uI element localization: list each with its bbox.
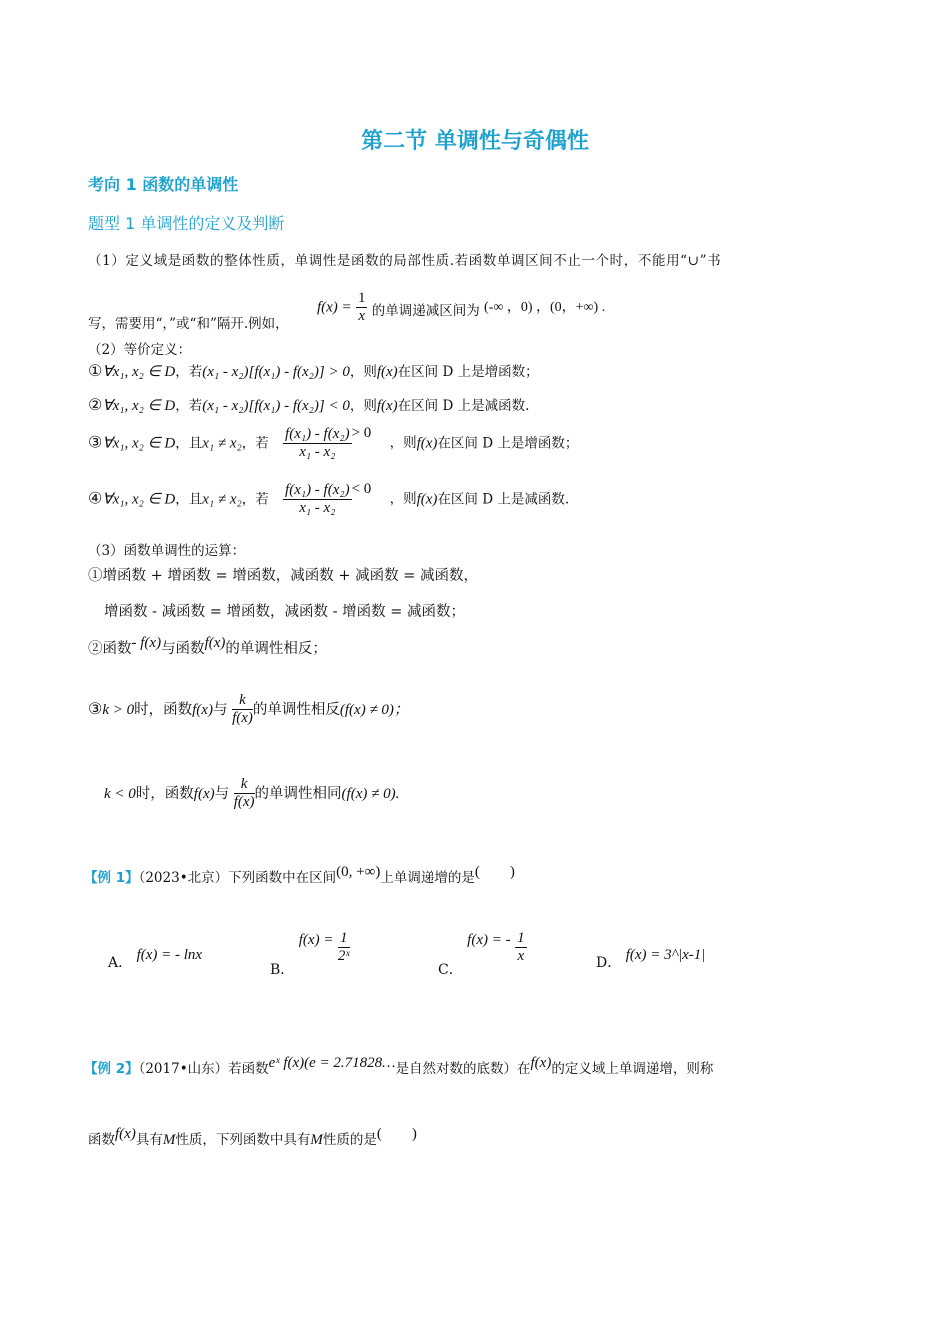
- fx: f(x): [416, 435, 438, 452]
- ex2-text3: 的定义域上单调递增，则称: [551, 1061, 714, 1077]
- option-c-label: C．: [438, 961, 463, 978]
- expr: (x₁ - x₂)[f(x₁) - f(x₂)] > 0: [202, 364, 350, 380]
- option-c-lhs: f(x) = -: [467, 931, 511, 948]
- l4d: 的单调性相反: [252, 701, 340, 718]
- option-d-label: D．: [596, 955, 622, 971]
- neg-fx: - f(x): [131, 635, 162, 651]
- ex2-text1: （2017•山东）若函数: [138, 1061, 269, 1077]
- mark-2: ②: [88, 395, 103, 414]
- option-a-label: A．: [108, 955, 133, 971]
- example-1: [84, 866, 515, 887]
- option-c[interactable]: [438, 930, 527, 978]
- l5d: 的单调性相同: [254, 785, 342, 802]
- den: x₁ - x₂: [299, 500, 336, 517]
- k-lt-0: k < 0: [104, 785, 136, 802]
- diff-quotient: [283, 482, 352, 518]
- rel: > 0: [351, 425, 372, 442]
- option-d-expr: f(x) = 3^|x-1|: [625, 947, 706, 963]
- ex1-interval: (0, +∞): [336, 864, 381, 880]
- section-heading: 考向 1 函数的单调性: [88, 175, 239, 194]
- ex2-text2: 是自然对数的底数）在: [395, 1061, 531, 1077]
- p1-line1: （1）定义域是函数的整体性质，单调性是函数的局部性质.若函数单调区间不止一个时，不能用“∪”书: [88, 253, 722, 269]
- l3b: 与函数: [161, 641, 205, 657]
- then: ，则: [349, 364, 377, 380]
- def-row-4: [88, 482, 569, 518]
- M: M: [310, 1132, 323, 1148]
- example-1-tag: 【例 1】: [84, 870, 139, 886]
- option-b-frac: [338, 930, 350, 966]
- example-2-tag: 【例 2】: [84, 1061, 139, 1077]
- fx: f(x): [530, 1055, 552, 1071]
- num: f(x₁) - f(x₂): [283, 426, 352, 444]
- and: ，且: [175, 435, 203, 452]
- l4b: 时，函数: [134, 701, 193, 718]
- option-a[interactable]: [108, 944, 203, 971]
- p1-line2-c: (-∞ ，0) ，(0，+∞) .: [484, 300, 606, 316]
- num: k: [232, 692, 253, 710]
- k-gt-0: k > 0: [102, 701, 135, 718]
- p2-head: （2）等价定义：: [88, 342, 192, 358]
- mark-4: ④: [88, 488, 103, 508]
- def-row-2: [88, 394, 529, 415]
- l3a: ②函数: [88, 641, 132, 657]
- l4e: (f(x) ≠ 0)；: [339, 701, 409, 718]
- if: ，若: [241, 435, 269, 452]
- then: ，则: [389, 491, 417, 508]
- p1-line2: [88, 290, 606, 333]
- then: ，则: [349, 398, 377, 414]
- num: k: [234, 776, 255, 794]
- p3-line1: ①增函数 + 增函数 = 增函数，减函数 + 减函数 = 减函数，: [88, 568, 478, 584]
- ex1-text2: 上单调递增的是: [380, 870, 475, 886]
- fx: f(x): [376, 364, 398, 380]
- option-c-frac: [515, 930, 527, 966]
- fx: f(x) =: [316, 299, 352, 316]
- expr: (x₁ - x₂)[f(x₁) - f(x₂)] < 0: [202, 398, 350, 414]
- p1-line2-a: 写，需要用“，”或“和”隔开.例如，: [88, 316, 289, 333]
- concl: 在区间 D 上是增函数；: [437, 435, 579, 452]
- example-2-line1: [84, 1057, 713, 1078]
- den: x: [517, 948, 525, 965]
- if: ，若: [175, 398, 203, 414]
- concl: 在区间 D 上是减函数.: [437, 491, 570, 508]
- cond: ∀x₁, x₂ ∈ D: [102, 491, 176, 508]
- page-title: 第二节 单调性与奇偶性: [361, 129, 589, 154]
- p3-line5: [104, 776, 399, 812]
- den: x₁ - x₂: [299, 444, 336, 461]
- p1-line2-b: 的单调递减区间为: [371, 303, 480, 320]
- M: M: [162, 1132, 176, 1148]
- l3c: 的单调性相反；: [225, 641, 327, 657]
- example-fraction: [317, 290, 367, 326]
- concl: 在区间 D 上是减函数.: [397, 398, 530, 414]
- num: 1: [515, 930, 527, 948]
- fx: f(x): [376, 398, 398, 414]
- fx: f(x): [204, 635, 226, 651]
- ex2-text5: 具有: [135, 1132, 163, 1148]
- fx: f(x): [416, 491, 438, 508]
- num: 1: [338, 930, 350, 948]
- example-2-line2: [88, 1128, 417, 1149]
- mark-1: ①: [88, 361, 103, 380]
- def-row-1: [88, 360, 539, 381]
- neq: x₁ ≠ x₂: [202, 435, 242, 452]
- den: 2ˣ: [337, 948, 350, 965]
- ex2-text4: 函数: [88, 1132, 115, 1148]
- p3-line2: 增函数 - 减函数 = 增函数，减函数 - 增函数 = 减函数；: [104, 604, 465, 620]
- ex1-paren: ( ): [474, 864, 515, 880]
- cond: ∀x₁, x₂ ∈ D: [102, 398, 176, 414]
- ex2-expr: eˣ f(x)(e = 2.71828…: [268, 1055, 396, 1071]
- mark-3: ③: [88, 432, 103, 452]
- ex2-text7: 性质的是: [322, 1132, 377, 1148]
- fx: f(x): [192, 701, 213, 718]
- option-a-expr: f(x) = - lnx: [136, 947, 203, 963]
- neq: x₁ ≠ x₂: [202, 491, 242, 508]
- frac-num: 1: [356, 290, 368, 308]
- and: ，且: [175, 491, 203, 508]
- p3-line4: [88, 692, 409, 728]
- def-row-3: [88, 426, 578, 462]
- ex1-text: （2023•北京）下列函数中在区间: [138, 870, 337, 886]
- den: f(x): [232, 710, 253, 727]
- k-over-fx: [234, 776, 255, 812]
- frac-den: x: [358, 308, 366, 325]
- frac-1-over-x: [356, 290, 368, 326]
- cond: ∀x₁, x₂ ∈ D: [102, 435, 176, 452]
- ex2-text6: 性质，下列函数中具有: [175, 1132, 311, 1148]
- concl: 在区间 D 上是增函数；: [397, 364, 539, 380]
- fx: f(x): [193, 785, 215, 802]
- p3-line3: [88, 637, 327, 658]
- l5e: (f(x) ≠ 0).: [341, 785, 400, 802]
- l5b: 时，函数: [135, 785, 194, 802]
- rel: < 0: [351, 481, 372, 498]
- num: f(x₁) - f(x₂): [283, 482, 352, 500]
- cond: ∀x₁, x₂ ∈ D: [102, 364, 176, 380]
- then: ，则: [389, 435, 417, 452]
- option-b-label: B．: [270, 961, 295, 978]
- if: ，若: [241, 491, 269, 508]
- option-d[interactable]: [596, 944, 706, 971]
- diff-quotient: [283, 426, 352, 462]
- fx: f(x): [115, 1126, 136, 1142]
- option-b[interactable]: [270, 930, 350, 978]
- l5c: 与: [214, 785, 230, 802]
- l4c: 与: [212, 701, 228, 718]
- den: f(x): [233, 794, 255, 811]
- k-over-fx: [232, 692, 253, 728]
- l4a: ③: [88, 698, 103, 718]
- ex2-paren: ( ): [376, 1126, 417, 1142]
- subsection-heading: 题型 1 单调性的定义及判断: [88, 214, 285, 233]
- if: ，若: [175, 364, 203, 380]
- option-b-lhs: f(x) =: [298, 931, 334, 948]
- p3-head: （3）函数单调性的运算：: [88, 543, 246, 559]
